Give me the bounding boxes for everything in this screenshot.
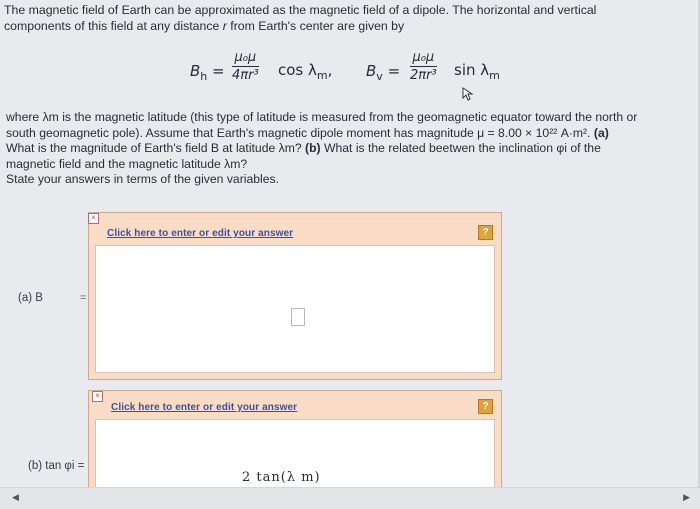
- bh-fraction: [232, 50, 259, 84]
- intro-text: [4, 2, 694, 34]
- scroll-left-icon[interactable]: ◀: [12, 492, 19, 502]
- intro-line-2: components of this field at any distance: [4, 19, 223, 33]
- bv-equals: =: [382, 62, 401, 80]
- bh-symbol: B: [190, 62, 201, 80]
- intro-line-2-end: from Earth's center are given by: [226, 19, 405, 33]
- bh-comma: ,: [327, 61, 333, 79]
- bv-fraction: [410, 50, 437, 84]
- help-icon[interactable]: ?: [478, 225, 493, 240]
- scroll-right-icon[interactable]: ▶: [683, 492, 690, 502]
- answer-b-partial-expression: 2 tan(λ m): [242, 470, 321, 485]
- answer-a-label: (a) B: [18, 292, 43, 304]
- question-line-3b: What is the related beetwen the inclination φi of the: [324, 141, 601, 155]
- bh-numerator: μ₀μ: [232, 50, 259, 67]
- intro-variable-r: r: [222, 19, 227, 33]
- bv-equation: [366, 50, 516, 98]
- bv-sin: sin λ: [454, 61, 490, 79]
- help-icon[interactable]: ?: [478, 399, 493, 414]
- part-a-tag: (a): [593, 125, 609, 140]
- bh-denominator: 4πr³: [232, 68, 259, 83]
- answer-a-edit-link[interactable]: Click here to enter or edit your answer: [107, 228, 294, 239]
- bv-symbol: B: [366, 62, 377, 80]
- mouse-pointer-icon: [462, 87, 474, 101]
- bv-subscript: v: [376, 70, 383, 83]
- question-line-1: where λm is the magnetic latitude (this type of latitude is measured from the geomagnetic equator toward the north or: [6, 110, 638, 124]
- answer-b-edit-link[interactable]: Click here to enter or edit your answer: [111, 402, 298, 413]
- bh-equals: =: [207, 62, 225, 80]
- bv-sin-subscript: m: [489, 69, 500, 82]
- bh-cos-subscript: m: [316, 69, 328, 82]
- answer-b-label: (b) tan φi =: [28, 460, 85, 472]
- horizontal-scrollbar[interactable]: [0, 487, 700, 509]
- bh-subscript: h: [200, 70, 208, 83]
- answer-b-input-area[interactable]: [95, 419, 495, 490]
- question-line-5: State your answers in terms of the given variables.: [6, 172, 279, 186]
- bv-denominator: 2πr³: [410, 68, 437, 83]
- intro-line-1: The magnetic field of Earth can be approximated as the magnetic field of a dipole. The horizontal and vertical: [4, 3, 597, 17]
- answer-a-input-area[interactable]: [95, 245, 495, 373]
- close-icon[interactable]: ×: [88, 213, 99, 224]
- question-line-3: What is the magnitude of Earth's field B at latitude λm?: [6, 141, 302, 155]
- question-text: [6, 110, 694, 188]
- bv-numerator: μ₀μ: [410, 50, 437, 67]
- bh-equation: [190, 50, 360, 98]
- question-line-2: south geomagnetic pole). Assume that Earth's magnetic dipole moment has magnitude μ = 8.00 × 10²² A·m².: [6, 125, 591, 140]
- question-line-4: magnetic field and the magnetic latitude λm?: [6, 156, 248, 171]
- math-placeholder-box[interactable]: [291, 308, 305, 326]
- answer-a-box: [88, 212, 502, 380]
- answer-b-box: [88, 390, 502, 489]
- part-b-tag: (b): [305, 141, 321, 155]
- bh-cos: cos λ: [278, 61, 317, 79]
- close-icon[interactable]: ×: [92, 391, 103, 402]
- answer-a-equals: =: [80, 292, 87, 304]
